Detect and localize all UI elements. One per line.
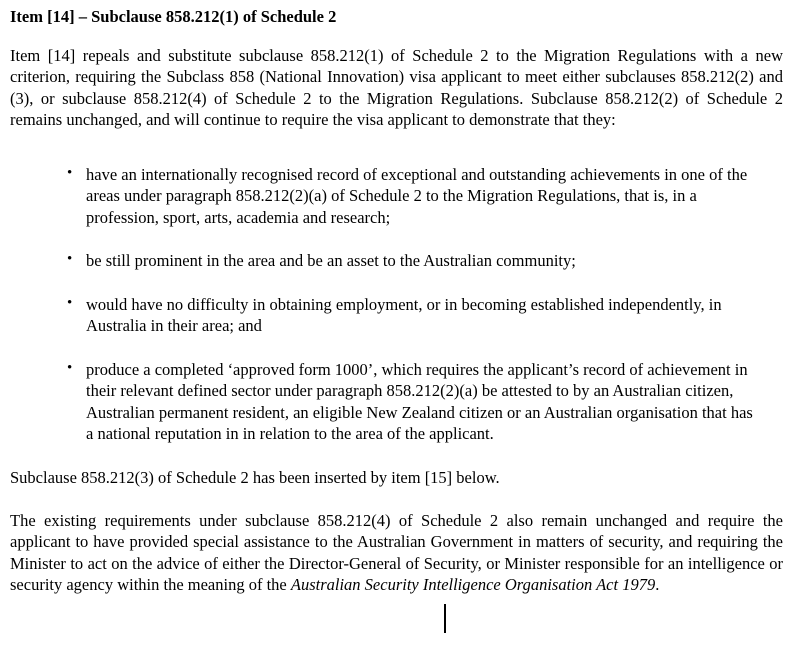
closing-paragraph-text: The existing requirements under subclause 858.212(4) of Schedule 2 also remain unchanged and require the applicant to have provided special assistance to the Australian Government in matters of security, and requiring the Minister to act on the advice of either the Director-General of Security, or Minister responsible for an intelligence or security agency within the meaning of the <box>10 510 783 594</box>
bullet-text: have an internationally recognised record of exceptional and outstanding achievements in one of the areas under paragraph 858.212(2)(a) of Schedule 2 to the Migration Regulations, that is, in a profession, sport, arts, academia and research; <box>86 164 748 227</box>
document-heading: Item [14] – Subclause 858.212(1) of Schedule 2 <box>10 7 337 26</box>
bullet-icon: • <box>67 359 73 376</box>
act-title-italic: Australian Security Intelligence Organisation Act 1979 <box>290 575 656 594</box>
bullet-icon: • <box>67 251 73 267</box>
bullet-text: produce a completed ‘approved form 1000’, which requires the applicant’s record of achievement in their relevant defined sector under paragraph 858.212(2)(a) be attested to by an Australian citizen, Australian permanent resident, an eligible New Zealand citizen or an Australian organisation that has a national reputation in in relation to the area of the applicant. <box>86 359 753 443</box>
closing-paragraph-period: . <box>655 575 660 594</box>
bullet-item-employment <box>67 294 757 337</box>
bullet-item-form-1000 <box>67 359 757 445</box>
bullet-item-achievements <box>67 164 757 229</box>
text-cursor-caret <box>444 604 446 633</box>
bullet-item-prominence <box>67 250 757 272</box>
bullet-icon: • <box>67 164 73 181</box>
requirements-bullet-list <box>10 164 783 445</box>
closing-paragraph <box>10 510 783 596</box>
bullet-text: be still prominent in the area and be an asset to the Australian community; <box>86 251 576 270</box>
bullet-icon: • <box>67 294 73 311</box>
intro-paragraph: Item [14] repeals and substitute subclause 858.212(1) of Schedule 2 to the Migration Regulations with a new criterion, requiring the Subclass 858 (National Innovation) visa applicant to meet either subclauses 858.212(2) and (3), or subclause 858.212(4) of Schedule 2 to the Migration Regulations. Subclause 858.212(2) of Schedule 2 remains unchanged, and will continue to require the visa applicant to demonstrate that they: <box>10 45 783 129</box>
bullet-text: would have no difficulty in obtaining employment, or in becoming established independently, in Australia in their area; and <box>86 294 722 335</box>
inserted-note-paragraph: Subclause 858.212(3) of Schedule 2 has been inserted by item [15] below. <box>10 467 500 487</box>
